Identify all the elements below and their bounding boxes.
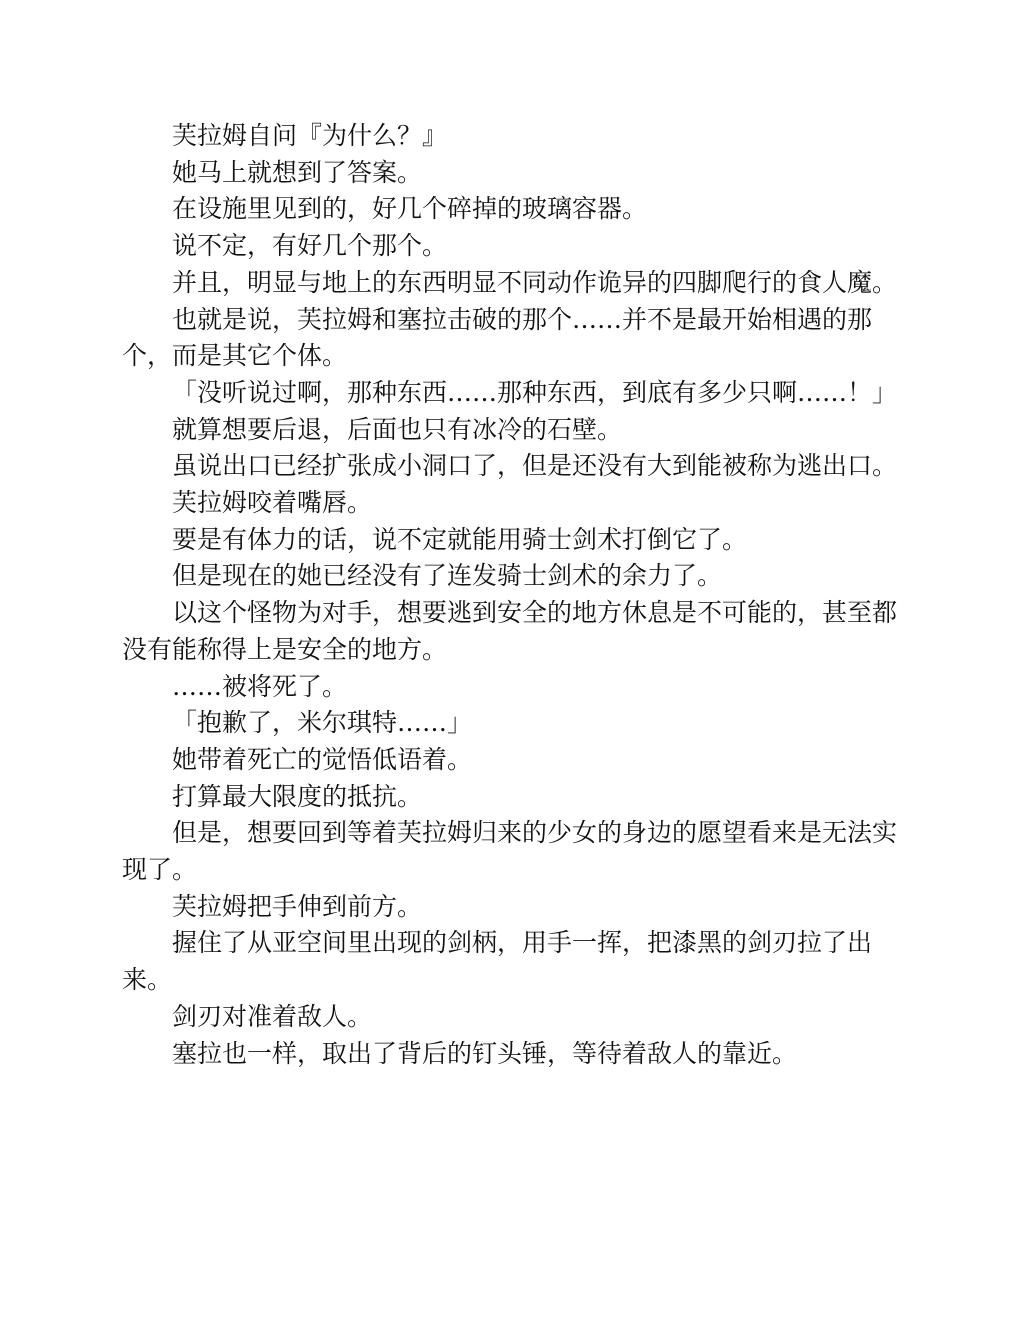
document-body [122,118,898,1072]
paragraph-9: 虽说出口已经扩张成小洞口了，但是还没有大到能被称为逃出口。 [172,451,898,481]
paragraph-22: 塞拉也一样，取出了背后的钉头锤，等待着敌人的靠近。 [172,1038,798,1068]
paragraph-11: 要是有体力的话，说不定就能用骑士剑术打倒它了。 [172,524,748,554]
paragraph-17: 打算最大限度的抵抗。 [172,781,423,811]
paragraph-5: 并且，明显与地上的东西明显不同动作诡异的四脚爬行的食人魔。 [172,267,898,297]
paragraph-4: 说不定，有好几个那个。 [172,231,448,261]
paragraph-21: 剑刃对准着敌人。 [172,1001,373,1031]
paragraph-3: 在设施里见到的，好几个碎掉的玻璃容器。 [172,194,648,224]
paragraph-18: 但是，想要回到等着芙拉姆归来的少女的身边的愿望看来是无法实现了。 [122,818,898,885]
paragraph-1: 芙拉姆自问『为什么？』 [172,121,448,150]
paragraph-13: 以这个怪物为对手，想要逃到安全的地方休息是不可能的，甚至都没有能称得上是安全的地方。 [122,598,898,664]
paragraph-20: 握住了从亚空间里出现的剑柄，用手一挥，把漆黑的剑刃拉了出来。 [122,928,873,995]
paragraph-6: 也就是说，芙拉姆和塞拉击破的那个……并不是最开始相遇的那个，而是其它个体。 [122,304,873,371]
paragraph-2: 她马上就想到了答案。 [172,157,423,187]
paragraph-19: 芙拉姆把手伸到前方。 [172,891,423,921]
paragraph-7: 「没听说过啊，那种东西……那种东西，到底有多少只啊……！」 [172,377,898,407]
paragraph-14: ……被将死了。 [172,671,348,701]
paragraph-10: 芙拉姆咬着嘴唇。 [172,488,373,518]
paragraph-16: 她带着死亡的觉悟低语着。 [172,744,473,774]
paragraph-15: 「抱歉了，米尔琪特……」 [172,708,473,738]
paragraph-8: 就算想要后退，后面也只有冰冷的石壁。 [172,414,623,444]
paragraph-12: 但是现在的她已经没有了连发骑士剑术的余力了。 [172,561,723,591]
